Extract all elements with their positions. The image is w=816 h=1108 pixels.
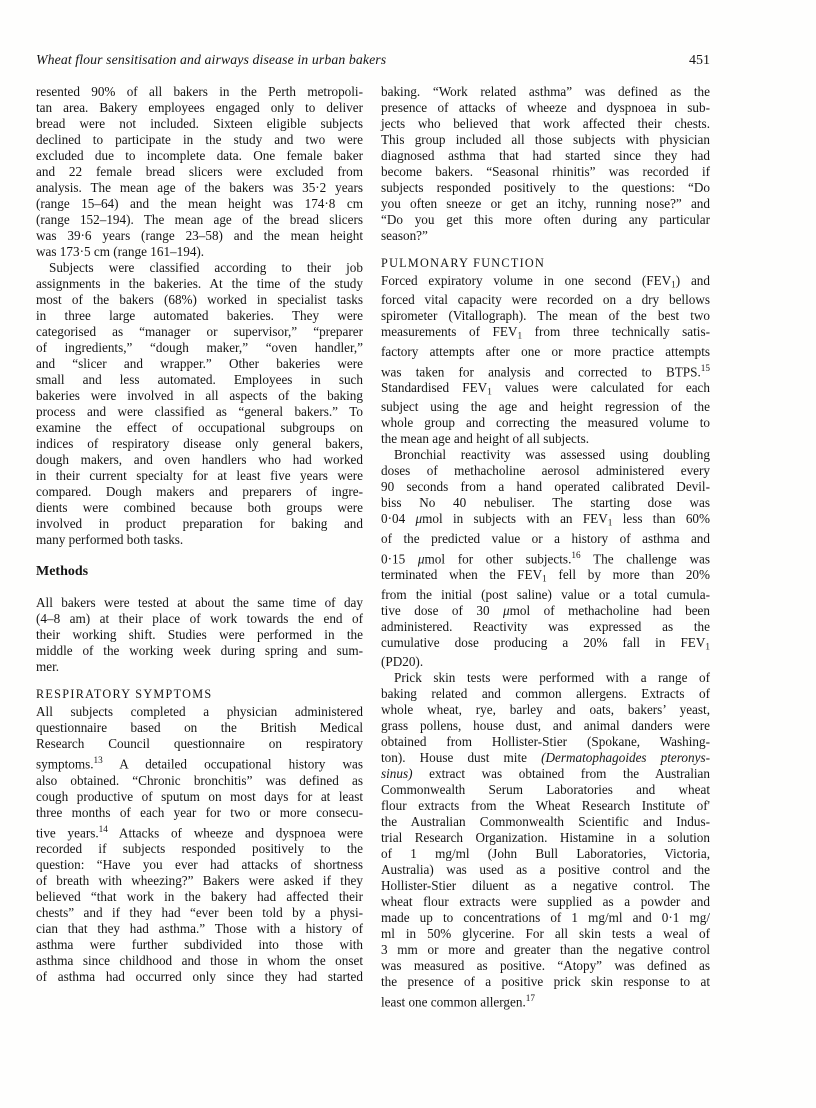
text-line: most of the bakers (68%) worked in specialist tasks [36,292,363,307]
text-line: assignments in the bakeries. At the time of the study [36,276,363,291]
text-line: and 22 female bread slicers were excluded from [36,164,363,179]
text-line: tan area. Bakery employees engaged only to deliver [36,100,363,115]
text-line: process and were classified as “general bakers.” To [36,404,363,419]
text-line: mer. [36,659,60,674]
text-line: believed “that work in the bakery had affected their [36,889,363,905]
text-line: grass pollens, house dust, and animal danders were [381,717,710,733]
text-line: three months of each year for two or more consecu- [36,804,363,820]
text-segment: least one common allergen. [381,994,526,1010]
text-line: Australia) was used as a positive control and the [381,861,710,877]
text-segment: Forced expiratory volume in one second (FEV [381,273,672,288]
text-line: administered. Reactivity was expressed as the [381,618,710,634]
text-line: dients were combined because both groups were [36,500,363,515]
text-line: many performed both tasks. [36,532,184,547]
text-line: season?” [381,228,428,243]
text-line: (PD20). [381,653,424,669]
text-segment: mol of methacholine had been [509,602,710,618]
text-line: biss No 40 nebuliser. The starting dose was [381,495,710,511]
text-line: obtained from Hollister-Stier (Spokane, Washing- [381,733,710,749]
text-line [381,511,710,530]
text-line: (range 15–64) and the mean height was 174·8 cm [36,196,363,211]
text-line [381,750,710,766]
text-line: in three large automated bakeries. They were [36,308,363,323]
text-line: indices of respiratory disease only general bakers, [36,436,363,451]
text-line [381,635,710,654]
text-segment: μ [415,511,423,527]
text-line: was 173·5 cm (range 161–194). [36,244,205,259]
text-segment: was taken for analysis and corrected to BTPS. [381,364,701,380]
text-line: small and less automated. Employees in such [36,372,363,387]
text-line: spirometer (Vitallograph). The mean of the best two [381,308,710,324]
text-line: subjects responded positively to the questions: “Do [381,180,710,195]
text-line: you often sneeze or get an itchy, running nose?” and [381,196,710,211]
text-segment: ton). House dust mite [381,749,542,765]
text-line: their working shift. Studies were performed in the [36,627,363,642]
text-line [381,990,710,1011]
text-line: resented 90% of all bakers in the Perth metropoli- [36,84,363,99]
text-line: of ingredients,” “dough maker,” “oven handler,” [36,340,363,355]
text-line [381,380,710,399]
text-line: presence of attacks of wheeze and dyspnoea in sub- [381,100,710,115]
running-head-title: Wheat flour sensitisation and airways disease in urban bakers [36,52,387,67]
text-line: All subjects completed a physician administered [36,704,363,719]
text-line: flour extracts from the Wheat Research Institute of' [381,797,710,813]
text-line: trial Research Organization. Histamine in a solution [381,829,710,845]
left-column [36,84,363,985]
text-line: excluded due to incomplete data. One female baker [36,148,363,163]
text-segment: less than 60% [612,511,710,527]
text-line: whole group and correcting the measured volume to [381,415,710,431]
text-line: 3 mm or more and greater than the negative control [381,941,710,957]
text-line: was measured as positive. “Atopy” was defined as [381,957,710,973]
text-segment: Standardised FEV [381,380,488,396]
text-line: made up to concentrations of 1 mg/ml and 0·1 mg/ [381,909,710,925]
text-line: Subjects were classified according to their job [49,260,363,275]
text-segment: Attacks of wheeze and dyspnoea were [107,825,363,841]
text-line: This group included all those subjects with physician [381,132,710,147]
text-line: asthma were further subdivided into those with [36,937,363,953]
text-line: the presence of a positive prick skin response to at [381,973,710,989]
text-segment: 1 [705,640,710,651]
section-heading: Methods [36,564,89,579]
text-line: dough makers, and oven handlers who had worked [36,452,363,467]
text-line: factory attempts after one or more practice attempts [381,343,710,359]
text-line: Research Council questionnaire on respiratory [36,736,363,751]
text-segment: symptoms. [36,756,94,772]
text-segment: tive years. [36,825,99,841]
text-line: analysis. The mean age of the bakers was 35·2 years [36,180,363,195]
text-line: chests” and if they had “ever been told by a physi- [36,905,363,921]
text-segment: fell by more than 20% [546,567,711,583]
text-line: question: “Have you ever had attacks of shortness [36,857,363,873]
text-segment: cumulative dose producing a 20% fall in FEV [381,634,706,650]
text-line: cian that they had asthma.” Those with a history of [36,921,363,937]
text-line: (range 152–194). The mean age of the bread slicers [36,212,363,227]
text-line [381,603,710,619]
text-line [381,324,710,343]
text-line: baking. “Work related asthma” was defined as the [381,84,710,99]
text-segment: 1 [671,279,676,290]
text-line: middle of the working week during spring and sum- [36,643,363,658]
text-segment: terminated when the FEV [381,567,543,583]
text-segment: 1 [607,517,613,528]
text-segment: 0·04 [381,511,416,527]
text-line: declined to participate in the study and two were [36,132,363,147]
text-segment: (Dermatophagoides pteronys- [541,749,710,765]
text-segment: ) and [675,273,710,288]
right-column [381,84,710,1010]
text-segment: values were calculated for each [491,380,710,396]
text-line: Prick skin tests were performed with a range of [394,669,710,685]
page-number: 451 [689,53,710,68]
text-segment: 1 [487,386,492,397]
text-line: bread were not included. Sixteen eligible subjects [36,116,363,131]
text-segment: 1 [517,330,523,341]
text-segment: sinus) [381,765,413,781]
text-segment: 1 [542,573,547,584]
text-line: 90 seconds from a hand operated calibrated Devil- [381,479,710,495]
text-line: forced vital capacity were recorded on a dry bellows [381,292,710,308]
text-segment: tive dose of 30 [381,602,504,618]
text-line [381,360,710,381]
text-line [36,752,363,773]
text-line: of breath with wheezing?” Bakers were asked if they [36,873,363,889]
text-segment: μ [417,551,425,567]
text-segment: from three technically satis- [522,324,710,340]
text-segment: 16 [571,549,581,560]
text-segment: 17 [525,992,536,1003]
text-line: recorded if subjects responded positively to the [36,841,363,857]
text-line: the Australian Commonwealth Scientific and Indus- [381,813,710,829]
text-segment: A detailed occupational history was [102,756,363,772]
text-line: was 39·6 years (range 23–58) and the mean height [36,228,363,243]
text-line: “Do you get this more often during any particular [381,212,710,227]
text-line: Bronchial reactivity was assessed using doubling [394,447,710,463]
text-line: whole wheat, rye, barley and oats, bakers’ yeast, [381,701,710,717]
text-line: All bakers were tested at about the same time of day [36,595,363,610]
text-line: of asthma had occurred only since they had started [36,969,363,985]
text-line [381,547,710,568]
text-line [381,273,710,292]
text-segment: extract was obtained from the Australian [412,765,710,781]
text-line: diagnosed asthma that had started since they had [381,148,710,163]
text-line: compared. Dough makers and preparers of ingre- [36,484,363,499]
text-line: jects who believed that work affected their chests. [381,116,710,131]
text-line: Hollister-Stier diluent as a negative control. The [381,877,710,893]
text-line: involved in product preparation for baking and [36,516,363,531]
text-segment: mol in subjects with an FEV [422,511,608,527]
text-segment: 13 [93,755,103,765]
text-line: in their current specialty for at least five years were [36,468,363,483]
text-segment: 14 [98,823,108,834]
text-line [381,567,710,586]
text-segment: measurements of FEV [381,324,518,340]
text-line: of 1 mg/ml (John Bull Laboratories, Victoria, [381,845,710,861]
text-segment: μ [503,602,510,618]
text-line: (4–8 am) at their place of work towards the end of [36,611,363,626]
text-line [36,821,363,842]
text-line: Commonwealth Serum Laboratories and wheat [381,781,710,797]
text-line: baking related and common allergens. Extracts of [381,685,710,701]
text-line: categorised as “manager or supervisor,” “preparer [36,324,363,339]
text-segment: 0·15 [381,551,418,567]
text-line: and “slicer and wrapper.” Other bakeries were [36,356,363,371]
text-line: examine the effect of occupational subgroups on [36,420,363,435]
text-line: of the predicted value or a history of asthma and [381,530,710,546]
text-line: questionnaire based on the British Medical [36,720,363,735]
text-segment: The challenge was [580,551,710,567]
running-head [36,52,710,69]
text-line: ml in 50% glycerine. For all skin tests a weal of [381,925,710,941]
text-line: from the initial (post saline) value or a total cumula- [381,586,710,602]
text-segment: 15 [700,362,710,373]
text-line: become bakers. “Seasonal rhinitis” was recorded if [381,164,710,179]
text-line: also obtained. “Chronic bronchitis” was defined as [36,772,363,788]
text-line: subject using the age and height regression of the [381,399,710,415]
text-line [381,766,710,782]
text-line: bakeries were involved in all aspects of the baking [36,388,363,403]
text-line: cough productive of sputum on most days for at least [36,788,363,804]
text-line: wheat flour extracts were supplied as a powder and [381,893,710,909]
text-segment: mol for other subjects. [424,551,572,567]
subsection-heading: RESPIRATORY SYMPTOMS [36,687,213,701]
text-line: the mean age and height of all subjects. [381,431,589,447]
text-line: asthma since childhood and those in whom the onset [36,953,363,969]
subsection-heading: PULMONARY FUNCTION [381,256,546,270]
text-line: doses of methacholine aerosol administered every [381,463,710,479]
